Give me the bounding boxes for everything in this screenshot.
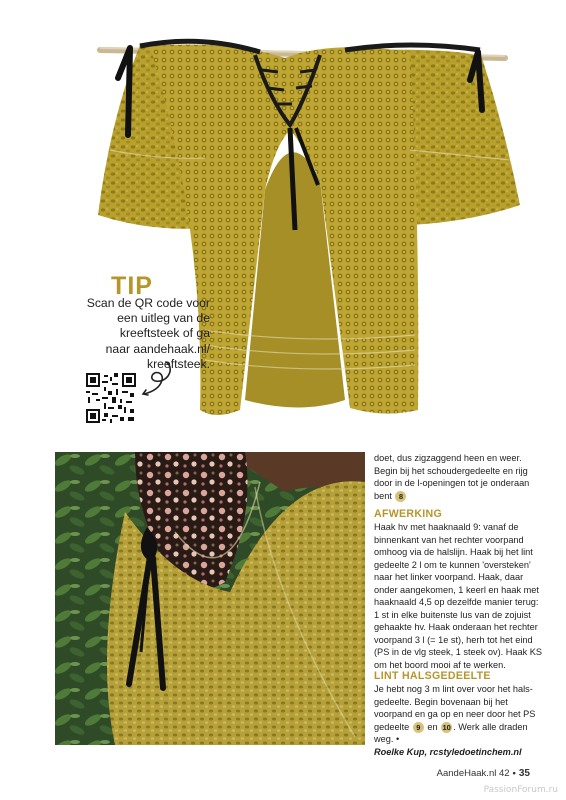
step-badge: 9	[413, 722, 424, 733]
tip-line: Scan de QR code voor	[86, 296, 210, 310]
tip-line: kreeftsteek of ga	[119, 326, 210, 341]
text-line	[374, 721, 528, 734]
text-line	[374, 490, 524, 503]
tip-text	[42, 296, 210, 372]
text-line: Begin bij het schoudergedeelte en rijg	[374, 465, 528, 476]
text-fragment: en	[427, 721, 438, 732]
tip-line: een uitleg van de	[117, 311, 210, 326]
text-fragment: bent	[374, 490, 392, 501]
section-heading: AFWERKING	[374, 508, 443, 520]
page-footer	[437, 768, 530, 779]
text-line: doet, dus zigzaggend heen en weer.	[374, 453, 522, 463]
text-line: 1 st in elke buitenste lus van de zojuist	[374, 609, 531, 620]
page-number: 35	[518, 768, 530, 779]
tip-line: kreeftsteek.	[147, 356, 210, 371]
tip-title: TIP	[111, 272, 153, 300]
watermark: PassionForum.ru	[483, 785, 558, 795]
text-line: (PS in de vlg steek, 1 steek ov). Haak KS	[374, 647, 543, 657]
text-line: gedeelte 2 l om te kunnen 'oversteken'	[374, 559, 531, 570]
article-intro	[374, 452, 530, 502]
section-lint-halsgedeelte	[374, 670, 536, 758]
text-line: Je hebt nog 3 m lint over voor het hals-	[374, 684, 533, 694]
step-badge: 8	[395, 491, 406, 502]
text-line: gedeelte. Begin bovenaan bij het	[374, 696, 508, 707]
tip-line: naar aandehaak.nl/	[105, 341, 210, 356]
author-credit: Roelke Kup, rcstyledoetinchem.nl	[374, 746, 522, 757]
text-line: Haak hv met haaknaald 9: vanaf de	[374, 522, 519, 532]
text-line: door in de l-openingen tot je onderaan	[374, 478, 530, 488]
text-line: binnenkant van het rechter voorpand	[374, 534, 524, 545]
text-line: om het boord mooi af te werken.	[374, 659, 506, 670]
footer-bullet: •	[512, 768, 516, 779]
text-line: voorpand en ga op en neer door het PS	[374, 709, 536, 719]
section-afwerking	[374, 508, 543, 671]
magazine-name: AandeHaak.nl 42	[436, 768, 510, 779]
text-fragment: gedeelte	[374, 721, 410, 732]
text-line: voorpand 3 l (= 1e st), herh tot het eind	[374, 634, 533, 645]
text-line: haaknaald 4,5 op dezelfde manier terug:	[374, 597, 539, 607]
text-line: weg. •	[374, 734, 400, 744]
cardigan-worn-photo	[55, 452, 365, 745]
section-heading: LINT HALSGEDEELTE	[374, 670, 491, 682]
text-line: gehaakte hv. Haak onderaan het rechter	[374, 622, 538, 632]
text-line: onder aangekomen, 1 keerl en haak met	[374, 584, 539, 595]
qr-code-icon[interactable]	[86, 373, 136, 423]
curl-arrow-icon	[140, 358, 176, 398]
text-line: omhoog via de halslijn. Haak bij het lint	[374, 547, 533, 557]
text-line: naar het linker voorpand. Haak, daar	[374, 572, 524, 582]
text-fragment: . Werk alle draden	[453, 721, 528, 732]
step-badge: 10	[442, 722, 451, 732]
